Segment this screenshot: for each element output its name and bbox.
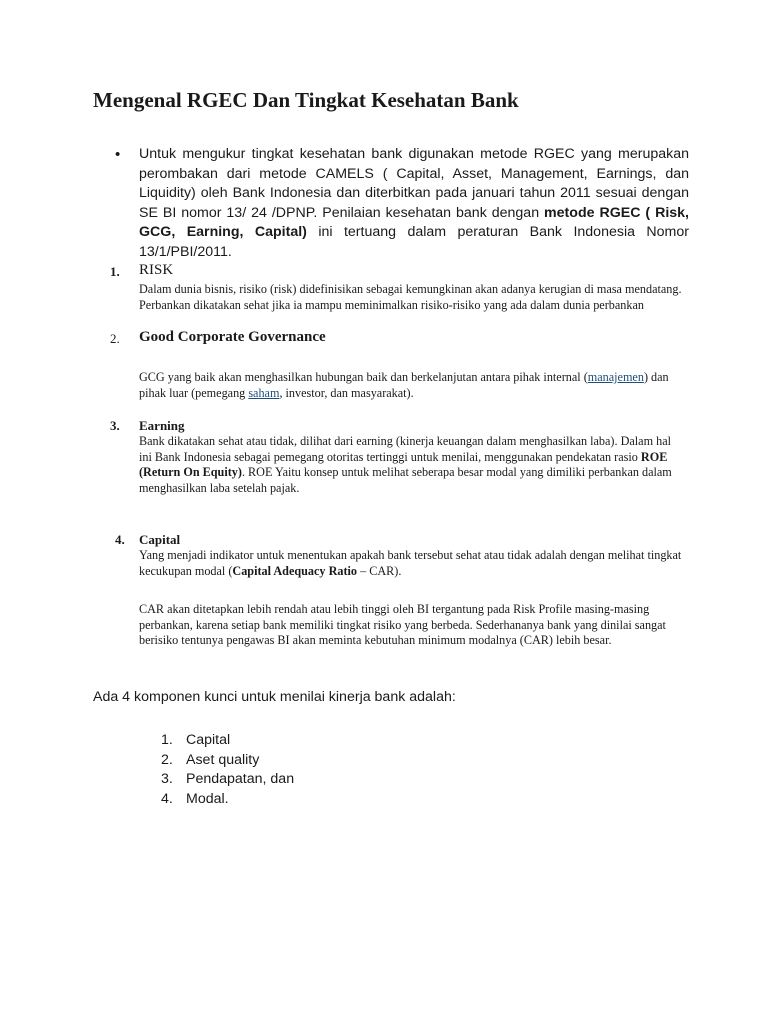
- section-text-gcg: GCG yang baik akan menghasilkan hubungan baik dan berkelanjutan antara pihak internal (manajemen) dan pihak luar (pemegang saham, investor, dan masyarakat).: [139, 370, 669, 400]
- link-manajemen[interactable]: manajemen: [587, 370, 644, 384]
- link-saham[interactable]: saham: [248, 385, 280, 400]
- roe-bold: ROE (Return On Equity): [139, 449, 668, 480]
- list-item: 1. Capital: [161, 732, 231, 748]
- list-item: 2. Aset quality: [161, 751, 260, 768]
- section-number: 1.: [110, 264, 120, 279]
- intro-paragraph: Untuk mengukur tingkat kesehatan bank digunakan metode RGEC yang merupakan perombakan dari metode CAMELS ( Capital, Asset, Management, Earnings, dan Liquidity) oleh Bank Indonesia dan diterbitkan pada januari tahun 2011 sesuai dengan SE BI nomor 13/ 24 /DPNP. Penilaian kesehatan bank dengan metode RGEC ( Risk, GCG, Earning, Capital) ini tertuang dalam peraturan Bank Indonesia Nomor 13/1/PBI/2011.: [139, 146, 689, 260]
- components-list: [161, 731, 294, 809]
- bullet-marker: •: [115, 146, 121, 163]
- section-heading-risk: RISK: [139, 262, 174, 278]
- list-item: 4. Modal.: [161, 790, 229, 807]
- summary-sentence: Ada 4 komponen kunci untuk menilai kinerja bank adalah:: [93, 689, 456, 705]
- section-heading-gcg: Good Corporate Governance: [139, 329, 326, 345]
- section-text-earning: Bank dikatakan sehat atau tidak, dilihat dari earning (kinerja keuangan dalam menghasilkan laba). Dalam hal ini Bank Indonesia sebagai pemegang otoritas tertinggi untuk menilai, menggunakan pendekatan rasio ROE (Return On Equity). ROE Yaitu konsep untuk melihat seberapa besar modal yang dimiliki perbankan dalam menghasilkan laba setelah pajak.: [139, 434, 672, 495]
- document-title: Mengenal RGEC Dan Tingkat Kesehatan Bank: [93, 88, 519, 112]
- section-text-risk: Dalam dunia bisnis, risiko (risk) didefinisikan sebagai kemungkinan akan adanya kerugian di masa mendatang. Perbankan dikatakan sehat jika ia mampu meminimalkan risiko-risiko yang ada dalam dunia perbankan: [139, 282, 682, 312]
- section-number: 4.: [115, 532, 125, 547]
- list-item: 3. Pendapatan, dan: [161, 771, 295, 787]
- car-bold: Capital Adequacy Ratio: [232, 563, 358, 578]
- section-text-car: CAR akan ditetapkan lebih rendah atau lebih tinggi oleh BI tergantung pada Risk Profile masing-masing perbankan, karena setiap bank memiliki tingkat risiko yang berbeda. Sederhananya bank yang dinilai sangat berisiko tentunya pengawas BI akan meminta kebutuhan minimum modalnya (CAR) lebih besar.: [139, 602, 666, 648]
- section-number: 2.: [110, 331, 120, 346]
- intro-bold-method: metode RGEC ( Risk, GCG, Earning, Capital): [139, 204, 689, 240]
- section-text-capital: Yang menjadi indikator untuk menentukan apakah bank tersebut sehat atau tidak adalah dengan melihat tingkat kecukupan modal (Capital Adequacy Ratio – CAR).: [139, 548, 682, 578]
- section-heading-capital: Capital: [139, 532, 181, 547]
- section-heading-earning: Earning: [139, 418, 185, 433]
- section-number: 3.: [110, 418, 120, 433]
